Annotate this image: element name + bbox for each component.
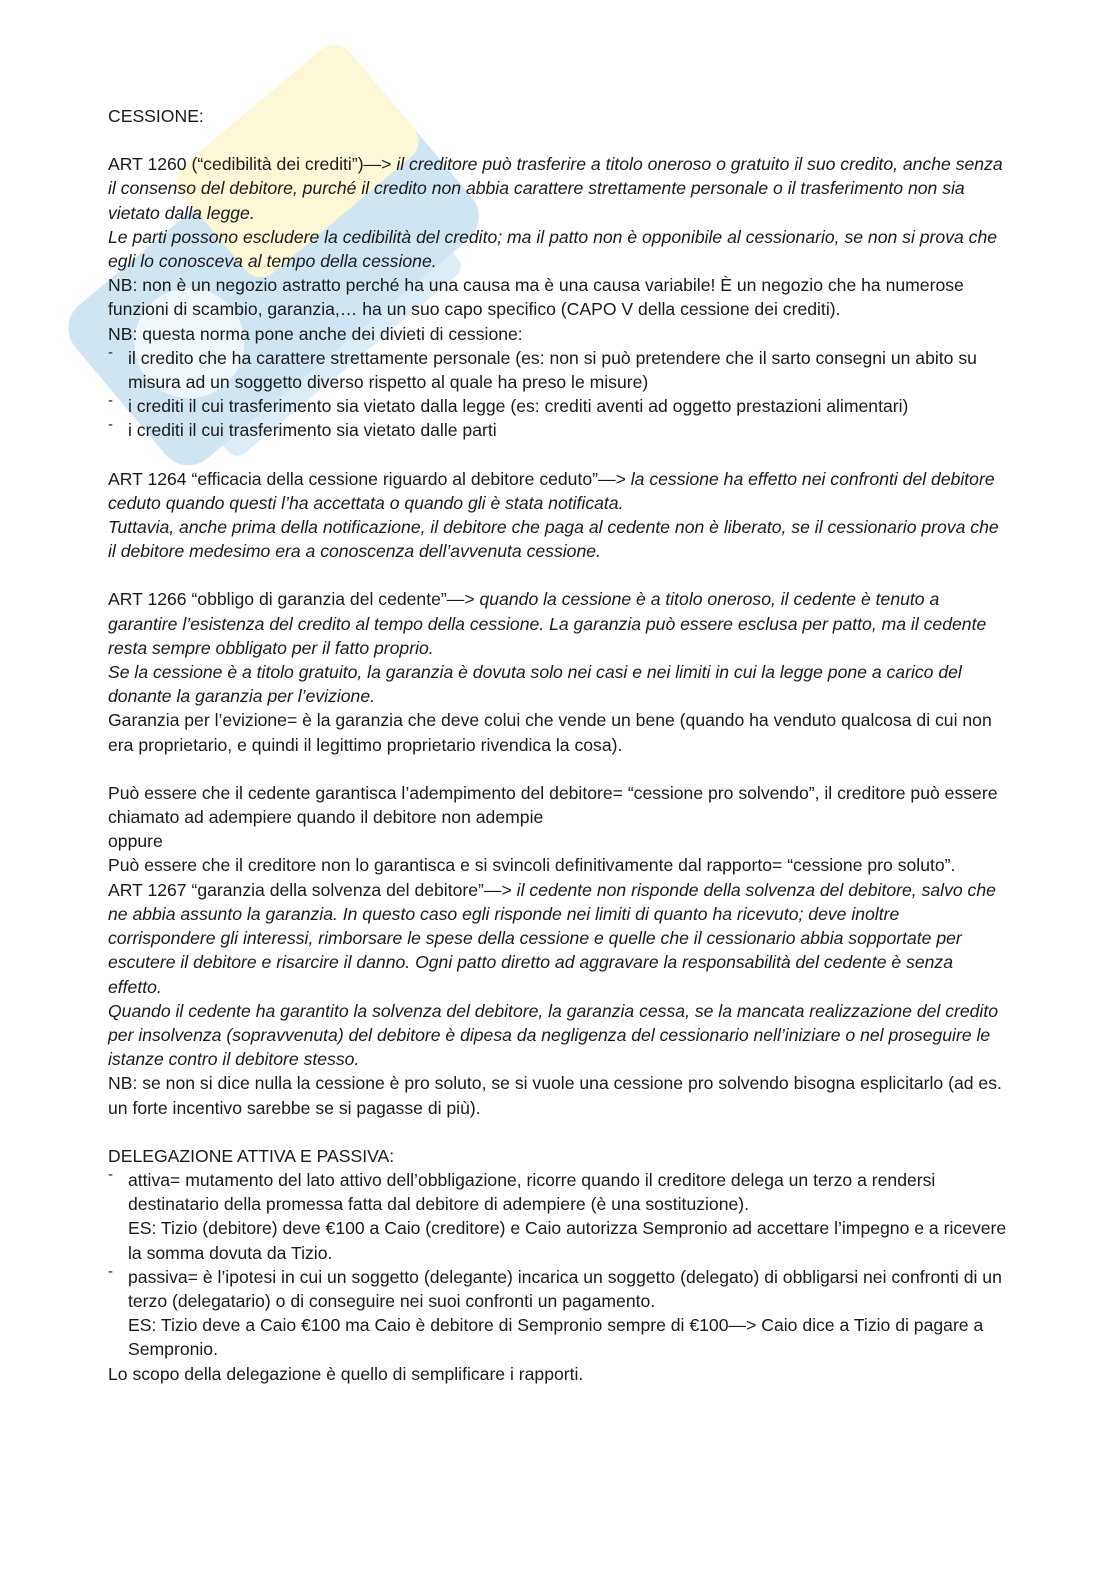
art-1260-paragraph <box>108 152 1008 225</box>
list-item: - il credito che ha carattere strettamente personale (es: non si può pretendere che il sarto consegni un abito su misura ad un soggetto diverso rispetto al quale ha preso le misure) <box>108 346 1008 394</box>
art-1260-text: il creditore può trasferire a titolo oneroso o gratuito il suo credito, anche senza il consenso del debitore, purché il credito non abbia carattere strettamente personale o il trasferimento non sia vietato dalla legge. <box>108 154 1003 223</box>
art-1267-nb: NB: se non si dice nulla la cessione è pro soluto, se si vuole una cessione pro solvendo bisogna esplicitarlo (ad es. un forte incentivo sarebbe se si pagasse di più). <box>108 1073 1002 1118</box>
list-item <box>108 1168 1008 1265</box>
art-1264-text-2: Tuttavia, anche prima della notificazione, il debitore che paga al cedente non è liberato, se il cessionario prova che il debitore medesimo era a conoscenza dell’avvenuta cessione. <box>108 517 999 562</box>
oppure-text: oppure <box>108 831 163 852</box>
art-1267-text: il cedente non risponde della solvenza del debitore, salvo che ne abbia assunto la garanzia. In questo caso egli risponde nei limiti di quanto ha ricevuto; deve inoltre corrispondere gli interessi, rimborsare le spese della cessione e quelle che il cessionario abbia sopportate per escutere il debitore e risarcire il danno. Ogni patto diretto ad aggravare la responsabilità del cedente è senza effetto. <box>108 879 996 997</box>
art-1266-label: ART 1266 “obbligo di garanzia del cedente”—> <box>108 589 480 610</box>
art-1264-label: ART 1264 “efficacia della cessione riguardo al debitore ceduto”—> <box>108 468 631 489</box>
delegazione-passiva-example: ES: Tizio deve a Caio €100 ma Caio è debitore di Sempronio sempre di €100—> Caio dice a Tizio di pagare a Sempronio. <box>128 1315 984 1360</box>
art-1267-paragraph <box>108 878 1008 999</box>
art-1266-text: quando la cessione è a titolo oneroso, il cedente è tenuto a garantire l’esistenza del credito al tempo della cessione. La garanzia può essere esclusa per patto, ma il cedente resta sempre obbligato per il fatto proprio. <box>108 589 987 658</box>
art-1266-paragraph <box>108 587 1008 660</box>
document-page <box>108 104 1008 1386</box>
section-heading-delegazione: DELEGAZIONE ATTIVA E PASSIVA: <box>108 1145 395 1166</box>
delegazione-passiva-text: passiva= è l’ipotesi in cui un soggetto (delegante) incarica un soggetto (delegato) di obbligarsi nei confronti di un terzo (delegatario) o di conseguire nei suoi confronti un pagamento. <box>128 1266 1002 1311</box>
pro-soluto-paragraph: Può essere che il creditore non lo garantisca e si svincoli definitivamente dal rapporto= “cessione pro soluto”. <box>108 855 956 876</box>
art-1267-label: ART 1267 “garanzia della solvenza del debitore”—> <box>108 879 517 900</box>
list-item: - i crediti il cui trasferimento sia vietato dalle parti <box>108 418 1008 442</box>
list-item: - i crediti il cui trasferimento sia vietato dalla legge (es: crediti aventi ad oggetto prestazioni alimentari) <box>108 394 1008 418</box>
section-heading-cessione: CESSIONE: <box>108 106 204 126</box>
art-1260-text-2: Le parti possono escludere la cedibilità del credito; ma il patto non è opponibile al cessionario, se non si prova che egli lo conosceva al tempo della cessione. <box>108 226 998 272</box>
delegazione-list <box>108 1168 1008 1362</box>
art-1266-text-3: Garanzia per l’evizione= è la garanzia che deve colui che vende un bene (quando ha venduto qualcosa di cui non era proprietario, e quindi il legittimo proprietario rivendica la cosa). <box>108 710 992 755</box>
pro-solvendo-paragraph: Può essere che il cedente garantisca l’adempimento del debitore= “cessione pro solvendo”, il creditore può essere chiamato ad adempiere quando il debitore non adempie <box>108 782 998 828</box>
delegazione-attiva-text: attiva= mutamento del lato attivo dell’obbligazione, ricorre quando il creditore delega un terzo a rendersi destinatario della promessa fatta dal debitore di adempiere (è una sostituzione). <box>128 1169 936 1215</box>
art-1266-text-2: Se la cessione è a titolo gratuito, la garanzia è dovuta solo nei casi e nei limiti in cui la legge pone a carico del donante la garanzia per l’evizione. <box>108 662 962 707</box>
art-1260-nb-2: NB: questa norma pone anche dei divieti di cessione: <box>108 323 523 344</box>
art-1260-nb-1: NB: non è un negozio astratto perché ha una causa ma è una causa variabile! È un negozio che ha numerose funzioni di scambio, garanzia,… ha un suo capo specifico (CAPO V della cessione dei crediti). <box>108 275 964 320</box>
divieti-list <box>108 346 1008 443</box>
art-1264-text: la cessione ha effetto nei confronti del debitore ceduto quando questi l’ha accettata o quando gli è stata notificata. <box>108 468 995 513</box>
delegazione-attiva-example: ES: Tizio (debitore) deve €100 a Caio (creditore) e Caio autorizza Sempronio ad accettare l’impegno e a ricevere la somma dovuta da Tizio. <box>128 1218 1007 1263</box>
art-1260-label: ART 1260 (“cedibilità dei crediti”)—> <box>108 154 397 175</box>
art-1264-paragraph <box>108 467 1008 515</box>
art-1267-text-2: Quando il cedente ha garantito la solvenza del debitore, la garanzia cessa, se la mancata realizzazione del credito per insolvenza (sopravvenuta) del debitore è dipesa da negligenza del cessionario nell’iniziare o nel proseguire le istanze contro il debitore stesso. <box>108 1000 999 1070</box>
scopo-paragraph: Lo scopo della delegazione è quello di semplificare i rapporti. <box>108 1363 584 1384</box>
list-item <box>108 1265 1008 1362</box>
